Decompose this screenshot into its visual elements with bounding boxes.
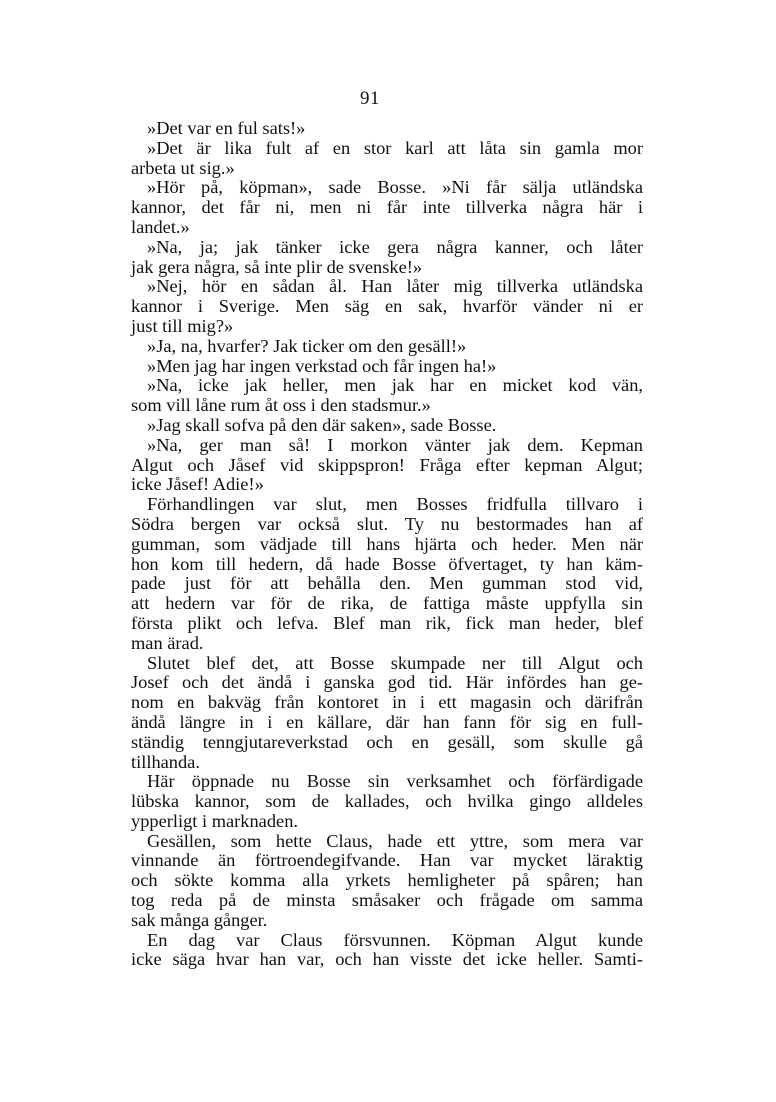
text-line: »Na, ger man så! I morkon vänter jak dem. Kepman <box>147 434 643 455</box>
text-line: »Det var en ful sats!» <box>147 118 306 138</box>
text-line: första plikt och lefva. Blef man rik, fick man heder, blef <box>131 612 643 633</box>
text-line: landet.» <box>131 216 190 237</box>
text-line: vinnande än förtroendegifvande. Han var mycket läraktig <box>131 850 643 871</box>
text-line: pade just för att behålla den. Men gumman stod vid, <box>131 573 643 594</box>
text-line: icke säga hvar han var, och han visste det icke heller. Samti- <box>131 949 643 970</box>
text-line: icke Jåsef! Adie!» <box>131 474 264 495</box>
page-number: 91 <box>360 88 380 109</box>
text-line: ändå längre in i en källare, där han fann för sig en full- <box>131 711 643 732</box>
text-line: gumman, som vädjade till hans hjärta och heder. Men när <box>131 533 643 554</box>
text-line: Södra bergen var också slut. Ty nu bestormades han af <box>131 513 643 534</box>
text-line: Förhandlingen var slut, men Bosses fridfulla tillvaro i <box>147 494 643 515</box>
text-line: som vill låne rum åt oss i den stadsmur.» <box>131 395 431 416</box>
text-line: »Na, ja; jak tänker icke gera några kanner, och låter <box>147 236 643 257</box>
text-line: kannor i Sverige. Men säg en sak, hvarför vänder ni er <box>131 296 643 317</box>
text-line: lübska kannor, som de kallades, och hvilka gingo alldeles <box>131 791 643 812</box>
text-line: just till mig?» <box>131 315 234 336</box>
text-line: nom en bakväg från kontoret in i ett magasin och därifrån <box>131 692 643 713</box>
text-line: »Hör på, köpman», sade Bosse. »Ni får sälja utländska <box>147 177 643 198</box>
text-line: »Jag skall sofva på den där saken», sade Bosse. <box>147 414 497 435</box>
text-line: »Det är lika fult af en stor karl att låta sin gamla mor <box>147 137 643 158</box>
text-line: »Men jag har ingen verkstad och får ingen ha!» <box>147 355 497 376</box>
text-line: kannor, det får ni, men ni får inte tillverka några här i <box>131 197 643 218</box>
text-line: Slutet blef det, att Bosse skumpade ner till Algut och <box>147 652 643 673</box>
text-line: ständig tenngjutareverkstad och en gesäll, som skulle gå <box>131 731 643 752</box>
text-line: hon kom till hedern, då hade Bosse öfvertaget, ty han käm- <box>131 553 643 574</box>
text-line: En dag var Claus försvunnen. Köpman Algut kunde <box>147 929 643 950</box>
text-line: Här öppnade nu Bosse sin verksamhet och förfärdigade <box>147 771 643 792</box>
text-line: arbeta ut sig.» <box>131 157 235 178</box>
text-line: Josef och det ändå i ganska god tid. Här infördes han ge- <box>131 672 643 693</box>
text-line: tillhanda. <box>131 751 200 772</box>
body-text <box>131 119 643 970</box>
text-line: att hedern var för de rika, de fattiga måste uppfylla sin <box>131 593 643 614</box>
text-line: »Na, icke jak heller, men jak har en micket kod vän, <box>147 375 643 396</box>
text-line: ypperligt i marknaden. <box>131 810 298 831</box>
text-line: och sökte komma alla yrkets hemligheter på spåren; han <box>131 870 643 891</box>
text-line: sak många gånger. <box>131 909 268 930</box>
text-line: Gesällen, som hette Claus, hade ett yttre, som mera var <box>147 830 643 851</box>
text-line: Algut och Jåsef vid skippspron! Fråga efter kepman Algut; <box>131 454 643 475</box>
text-line: man ärad. <box>131 632 204 653</box>
text-line: »Nej, hör en sådan ål. Han låter mig tillverka utländska <box>147 276 643 297</box>
text-line: jak gera några, så inte plir de svenske!» <box>131 256 423 277</box>
text-line: »Ja, na, hvarfer? Jak ticker om den gesäll!» <box>147 335 467 356</box>
text-line: tog reda på de minsta småsaker och frågade om samma <box>131 890 643 911</box>
